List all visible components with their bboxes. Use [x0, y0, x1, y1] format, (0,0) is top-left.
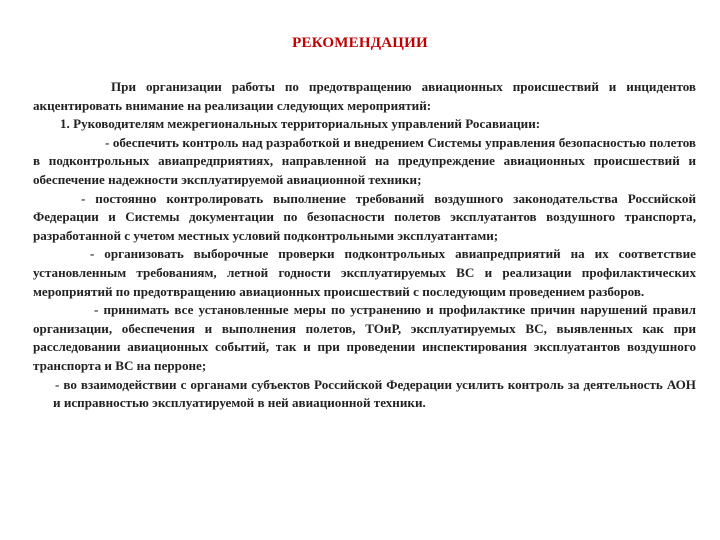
- intro-paragraph: При организации работы по предотвращению авиационных происшествий и инцидентов акцентировать внимание на реализации следующих мероприятий:: [33, 79, 696, 113]
- slide-title: РЕКОМЕНДАЦИИ: [292, 35, 428, 51]
- bullet-paragraph-1: - обеспечить контроль над разработкой и внедрением Системы управления безопасностью полетов в подконтрольных авиапредприятиях, направленной на предупреждение авиационных происшествий и обеспечение надежности эксплуатируемой авиационной техники;: [33, 134, 696, 187]
- recommendations-body: [33, 78, 696, 413]
- item-1-heading: 1. Руководителям межрегиональных территориальных управлений Росавиации:: [60, 116, 541, 132]
- bullet-paragraph-5: - во взаимодействии с органами субъектов Российской Федерации усилить контроль за деятельность АОН и исправностью эксплуатируемой в ней авиационной техники.: [53, 376, 696, 411]
- bullet-paragraph-4: - принимать все установленные меры по устранению и профилактике причин нарушений правил организации, обеспечения и выполнения полетов, ТОиР, эксплуатируемых ВС, выявленных как при расследовании авиационных событий, так и при проведении инспектирования эксплуатантов воздушного транспорта и ВС на перроне;: [33, 302, 696, 373]
- bullet-paragraph-2: - постоянно контролировать выполнение требований воздушного законодательства Российской Федерации и Системы документации по безопасности полетов эксплуатантов воздушного транспорта, разработанной с учетом местных условий подконтрольными эксплуатантами;: [33, 190, 696, 243]
- bullet-paragraph-3: - организовать выборочные проверки подконтрольных авиапредприятий на их соответствие установленным требованиям, летной годности эксплуатируемых ВС и реализации профилактических мероприятий по предотвращению авиационных происшествий с последующим проведением разборов.: [33, 246, 696, 299]
